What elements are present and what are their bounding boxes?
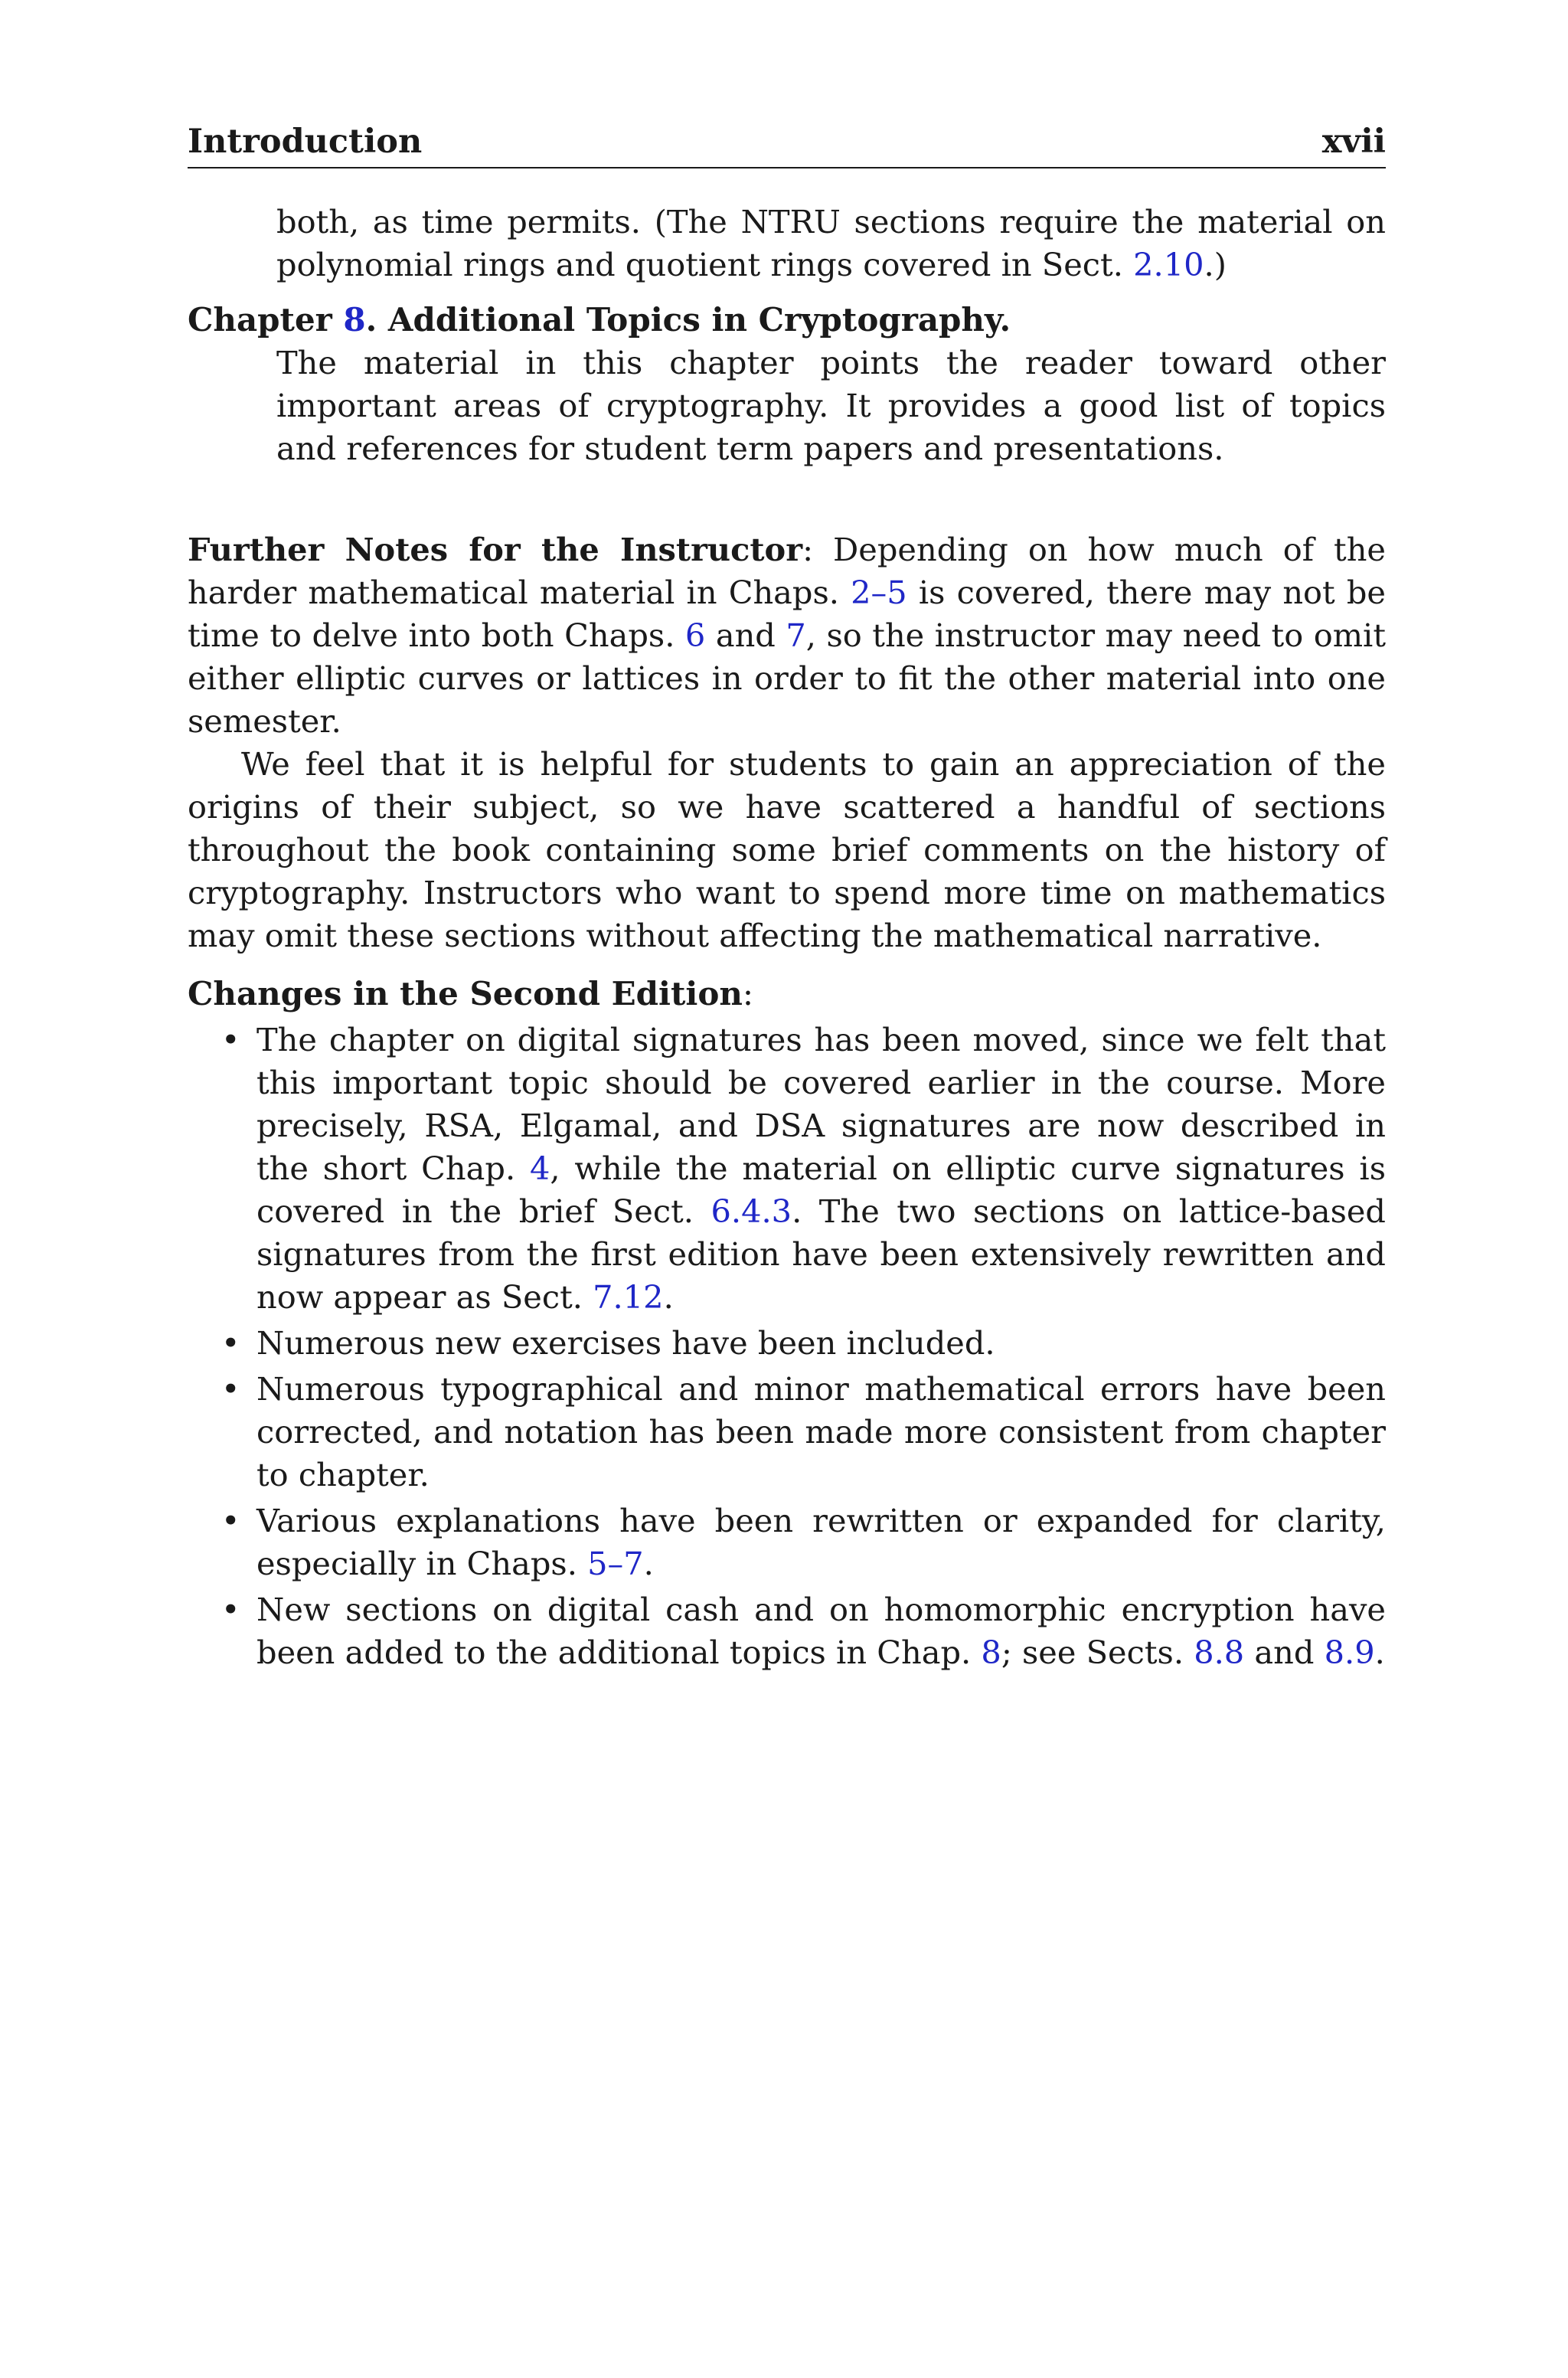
changes-heading <box>188 973 1386 1016</box>
text-run: is covered, there may not be time to delve into both Chaps. <box>188 573 1386 654</box>
text-run: The chapter on digital signatures has been moved, since we felt that this important topic should be covered earlier in the course. More precisely, RSA, Elgamal, and DSA signatures are now described in the short Chap. <box>256 1020 1386 1187</box>
bullet-icon: • <box>221 1369 240 1408</box>
cross-reference-link[interactable]: 7.12 <box>593 1277 664 1316</box>
chapter-8-description: The material in this chapter points the reader toward other important areas of cryptography. It provides a good list of topics and references for student term papers and presentations. <box>276 343 1386 467</box>
bullet-icon: • <box>221 1020 240 1058</box>
text-run: . <box>643 1544 654 1582</box>
text-run: .) <box>1204 245 1227 283</box>
list-item <box>188 1588 1386 1674</box>
text-run: Various explanations have been rewritten or expanded for clarity, especially in Chaps. <box>256 1501 1386 1582</box>
chapter-number-link[interactable]: 8 <box>343 300 366 339</box>
book-page <box>188 123 1386 1674</box>
text-run: Numerous typographical and minor mathematical errors have been corrected, and notation has been made more consistent from chapter to chapter. <box>256 1369 1386 1493</box>
text-run: . <box>663 1277 674 1316</box>
running-head-title: Introduction <box>188 123 423 161</box>
text-run: , so the instructor may need to omit either elliptic curves or lattices in order to fit the other material into one semester. <box>188 616 1386 740</box>
bullet-icon: • <box>221 1590 240 1628</box>
bullet-icon: • <box>221 1501 240 1539</box>
text-run: . The two sections on lattice-based signatures from the first edition have been extensively rewritten and now appear as Sect. <box>256 1192 1386 1316</box>
cross-reference-link[interactable]: 6.4.3 <box>710 1192 792 1230</box>
text-run: and <box>1244 1633 1325 1671</box>
text-run: , while the material on elliptic curve signatures is covered in the brief Sect. <box>256 1149 1386 1230</box>
text-run: . <box>1374 1633 1385 1671</box>
cross-reference-link[interactable]: 7 <box>786 616 806 654</box>
cross-reference-link[interactable]: 2.10 <box>1133 245 1204 283</box>
cross-reference-link[interactable]: 6 <box>684 616 706 654</box>
changes-list <box>188 1019 1386 1674</box>
list-item <box>188 1500 1386 1585</box>
cross-reference-link[interactable]: 8 <box>981 1633 1001 1671</box>
cross-reference-link[interactable]: 5–7 <box>587 1544 644 1582</box>
bullet-icon: • <box>221 1323 240 1362</box>
heading-colon: : <box>742 974 754 1012</box>
further-notes-heading: Further Notes for the Instructor <box>188 530 803 568</box>
history-paragraph: We feel that it is helpful for students to gain an appreciation of the origins of their subject, so we have scattered a handful of sections throughout the book containing some brief comments on the history of cryptography. Instructors who want to spend more time on mathematics may omit these sections without affecting the mathematical narrative. <box>188 744 1386 954</box>
chapter-title: . Additional Topics in Cryptography. <box>365 300 1011 339</box>
further-notes-paragraph <box>188 528 1386 743</box>
cross-reference-link[interactable]: 8.9 <box>1324 1633 1375 1671</box>
cross-reference-link[interactable]: 4 <box>529 1149 550 1187</box>
running-head <box>188 123 1386 168</box>
list-item <box>188 1368 1386 1496</box>
page-number: xvii <box>1321 123 1386 161</box>
changes-heading-text: Changes in the Second Edition <box>188 974 743 1012</box>
chapter-8-heading <box>188 299 1386 342</box>
text-run: both, as time permits. (The NTRU sections require the material on polynomial rings and quotient rings covered in Sect. <box>276 202 1386 283</box>
list-item <box>188 1322 1386 1365</box>
text-run: and <box>705 616 786 654</box>
text-run: ; see Sects. <box>1001 1633 1194 1671</box>
text-run: Numerous new exercises have been included. <box>256 1323 995 1362</box>
text-run: New sections on digital cash and on homomorphic encryption have been added to the additional topics in Chap. <box>256 1590 1386 1671</box>
text-run: : Depending on how much of the harder mathematical material in Chaps. <box>188 530 1386 611</box>
chapter-label: Chapter <box>188 300 344 339</box>
continuation-paragraph <box>276 201 1386 286</box>
cross-reference-link[interactable]: 2–5 <box>851 573 907 611</box>
cross-reference-link[interactable]: 8.8 <box>1194 1633 1245 1671</box>
list-item <box>188 1019 1386 1319</box>
